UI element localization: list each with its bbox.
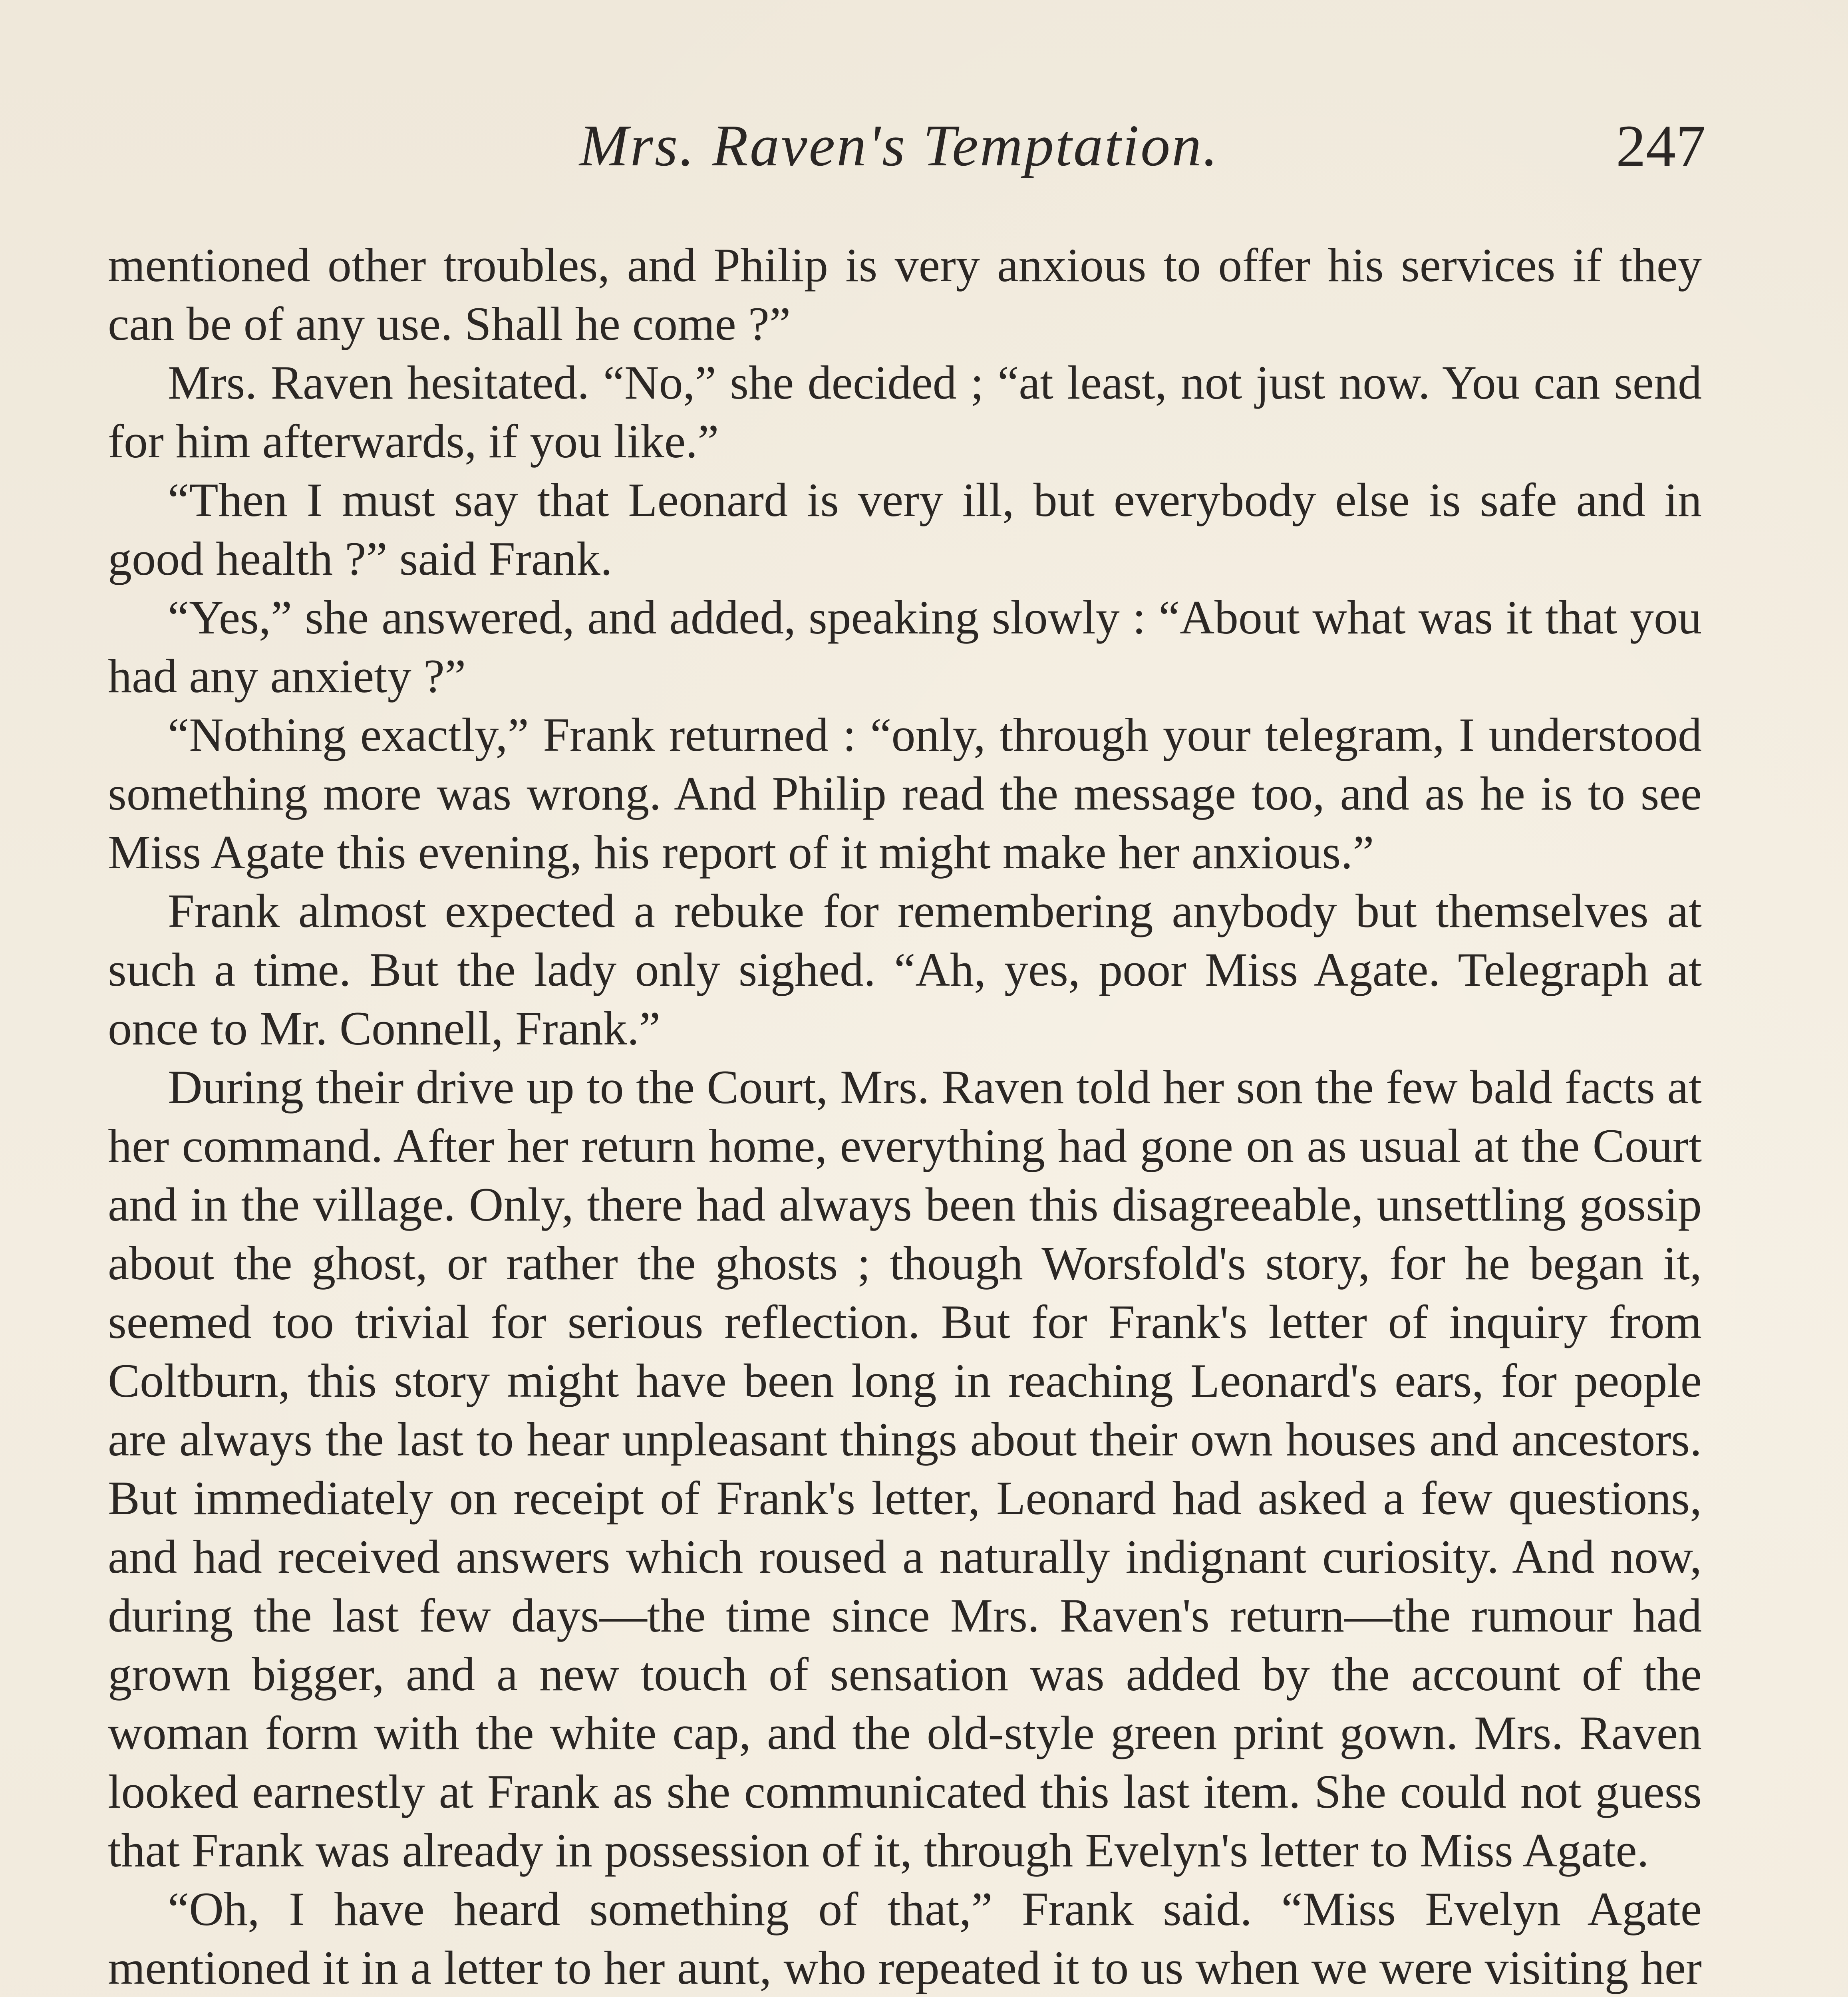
paragraph: “Oh, I have heard something of that,” Frank said. “Miss Evelyn Agate mentioned it in a letter to her aunt, who repeated it to us when we were visiting her	[108, 1882, 1702, 1994]
paragraph: During their drive up to the Court, Mrs. Raven told her son the few bald facts at her command. After her return home, everything had gone on as usual at the Court and in the village. Only, there had always been this disagreeable, unsettling gossip about the ghost, or rather the ghosts ; though Worsfold's story, for he began it, seemed too trivial for serious reflection. But for Frank's letter of inquiry from Coltburn, this story might have been long in reaching Leonard's ears, for people are always the last to hear unpleasant things about their own houses and ancestors. But immediately on receipt of Frank's letter, Leonard had asked a few questions, and had received answers which roused a naturally indignant curiosity. And now, during the last few days—the time since Mrs. Raven's return—the rumour had grown bigger, and a new touch of sensation was added by the account of the woman form with the white cap, and the old-style green print gown. Mrs. Raven looked earnestly at Frank as she communicated this last item. She could not guess that Frank was already in possession of it, through Evelyn's letter to Miss Agate.	[108, 1060, 1702, 1877]
running-head	[108, 112, 1706, 192]
paragraph: Frank almost expected a rebuke for remembering anybody but themselves at such a time. But the lady only sighed. “Ah, yes, poor Miss Agate. Telegraph at once to Mr. Connell, Frank.”	[108, 884, 1702, 1055]
paragraph: Mrs. Raven hesitated. “No,” she decided ; “at least, not just now. You can send for him afterwards, if you like.”	[108, 356, 1702, 468]
paragraph: “Then I must say that Leonard is very ill, but everybody else is safe and in good health ?” said Frank.	[108, 473, 1702, 585]
body-text	[108, 236, 1702, 1997]
running-title: Mrs. Raven's Temptation.	[579, 113, 1220, 179]
paragraph: “Yes,” she answered, and added, speaking slowly : “About what was it that you had any anxiety ?”	[108, 591, 1702, 703]
paragraph: “Nothing exactly,” Frank returned : “only, through your telegram, I understood something more was wrong. And Philip read the message too, and as he is to see Miss Agate this evening, his report of it might make her anxious.”	[108, 708, 1702, 879]
page-number: 247	[1616, 113, 1706, 179]
paragraph: mentioned other troubles, and Philip is very anxious to offer his services if they can be of any use. Shall he come ?”	[108, 238, 1702, 350]
